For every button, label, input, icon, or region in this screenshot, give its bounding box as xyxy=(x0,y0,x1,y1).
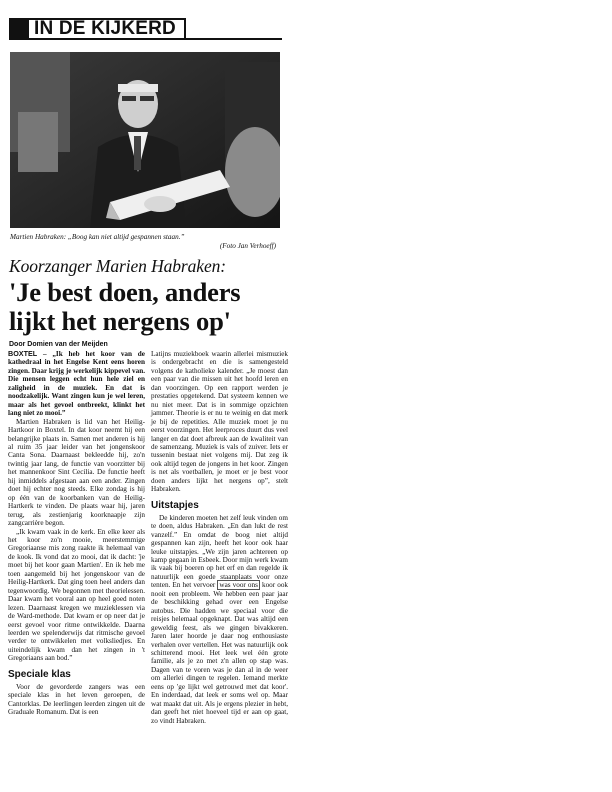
article-column-2 xyxy=(151,350,288,725)
headline-line-2: lijkt het nergens op' xyxy=(9,306,231,336)
photo-credit: (Foto Jan Verhoeff) xyxy=(219,241,276,250)
body-paragraph-4: Latijns muziekboek waarin allerlei mismuziek is ondergebracht en die is samengesteld volgens de katholieke kalender. „Je moest dan een paar van die missen uit het hoofd leren en dan voorzingen. Op een rapport werden je prestaties opgetekend. Dat systeem kennen we nu niet meer. Dat is in sommige opzichten jammer. Theorie is er nu te weinig en dat merk je bij de repetities. Alle muziek moet je nu eerst voorzingen. Het leerproces duurt dus veel langer en dat doet afbreuk aan de kwaliteit van de samenzang. Muziek is vals of zuiver. Iets er tussenin bestaat niet volgens mij. Dat zeg ik ook altijd tegen de jongens in het koor. Zingen is net als voetballen, je moet er je best voor doen anders lijkt het nergens op”, stelt Habraken. xyxy=(151,350,288,494)
byline: Door Domien van der Meijden xyxy=(9,341,108,348)
article-headline xyxy=(9,278,289,336)
caption-text: Martien Habraken: „Boog kan niet altijd gespannen staan.” xyxy=(10,233,185,241)
photo-caption xyxy=(10,233,282,250)
article-photo xyxy=(10,52,280,228)
article-kicker: Koorzanger Marien Habraken: xyxy=(9,256,226,276)
rubric-title: IN DE KIJKERD xyxy=(34,18,176,39)
p5-boxed-fragment: was voor ons xyxy=(219,581,258,590)
photo-illustration xyxy=(10,52,280,228)
body-paragraph-5 xyxy=(151,514,288,725)
dateline: BOXTEL xyxy=(8,349,38,358)
subhead-uitstapjes: Uitstapjes xyxy=(151,499,199,511)
article-column-1 xyxy=(8,350,145,717)
subhead-speciale-klas: Speciale klas xyxy=(8,668,71,680)
body-paragraph-3: Voor de gevorderde zangers was een speciale klas in het leven geroepen, de Cantorklas. De leerlingen leerden zingen uit de Graduale Romanum. Dat is een xyxy=(8,682,145,717)
p5-part-c: koor ook nooit een probleem. We hebben een paar jaar de beschikking gehad over een Engelse autobus. Die hadden we speciaal voor die reisjes helemaal opgeknapt. Dat was altijd een geweldig feest, als we gingen bivakkeren. Jaren later hoorde je daar nog enthousiaste verhalen over vertellen. Het was natuurlijk ook schitterend mooi. Het leek wel één grote familie, als je zo met z'n allen op stap was. Dagen van te voren was je dan al in de weer om allerlei dingen te regelen. Iemand merkte eens op 'ge lijkt wel getrouwd met dat koor'. En inderdaad, dat leek er soms wel op. Maar wat maakt dat uit. Als je ergens plezier in hebt, dan geeft het niet hoeveel tijd er aan op gaat, zo vindt Habraken. xyxy=(151,581,289,725)
header-rule xyxy=(186,38,282,40)
headline-line-1: 'Je best doen, anders xyxy=(9,277,241,307)
intro-text: – „Ik heb het koor van de kathedraal in het Engelse Kent eens horen zingen. Daar krijg je werkelijk kippevel van. Die mensen leggen echt hun hele ziel en zaligheid in de muziek. En dat is noodzakelijk. Want zingen kun je wel leren, maar als het gevoel ontbreekt, klinkt het lang niet zo mooi.” xyxy=(8,350,145,418)
body-paragraph-2: „Ik kwam vaak in de kerk. En elke keer als het koor zo'n mooie, meerstemmige Gregoriaanse mis zong raakte ik helemaal van de kook. Ik vond dat zo mooi, dat ik dacht: 'je moet bij het koor gaan Martien'. En ik heb me toen aangemeld bij het jongenskoor van de Heilig-Hartkerk. Dat ging toen heel anders dan tegenwoordig. We begonnen met theorielessen. Daar kwam het vooral aan op heel goed noten lezen. Daarnaast kregen we muzieklessen via de Ward-methode. Dat kwam er op neer dat je eerst gevoel voor ritme ontwikkelde. Daarna leerden we spelenderwijs dat ritmische gevoel verder te ontwikkelen met volksliedjes. En uiteindelijk kwam dan het zingen in 't Gregoriaans aan bod.” xyxy=(8,527,145,663)
body-paragraph-1: Martien Habraken is lid van het Heilig-Hartkoor in Boxtel. In dat koor neemt hij een belangrijke plaats in. Samen met anderen is hij al ruim 35 jaar leider van het jongenskoor Canta Sona. Daarnaast bekleedde hij, zo'n twintig jaar lang, de functie van voorzitter bij het mannenkoor Sint Cecilia. De functie heeft hij inmiddels afgestaan aan een ander. Zingen doet hij echter nog steeds. Elke zondag is hij op één van de koorbanken van de Heilig-Hartkerk te vinden. De plaats waar hij, jaren terug, als zestienjarig koorknaapje zijn zangcarrière begon. xyxy=(8,417,145,528)
intro-paragraph xyxy=(8,350,145,418)
rubric-block-marker xyxy=(11,20,29,38)
p5-part-a: De kinderen moeten het zelf leuk vinden om te doen, aldus Habraken. „En dan lukt de rest vanzelf.” En omdat de boog niet altijd gespannen kan zijn, heeft het koor ook haar leuke uitstapjes. „We zijn jaren achtereen op kamp gegaan in Esbeek. Door mijn werk kwam ik vaak bij boeren op het erf en dan regelde ik natuurlijk een goede staanplaats voor onze tenten. En het vervoer xyxy=(151,513,288,590)
